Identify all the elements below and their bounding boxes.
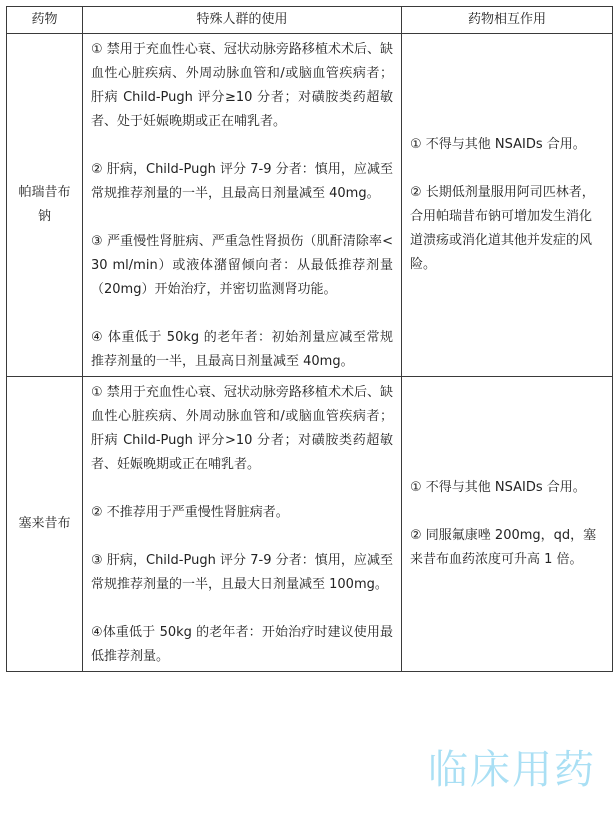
- special-population-cell: [83, 34, 402, 377]
- special-item: ③ 严重慢性肾脏病、严重急性肾损伤（肌酐清除率< 30 ml/min）或液体潴留倾向者：从最低推荐剂量（20mg）开始治疗，并密切监测肾功能。: [91, 234, 393, 297]
- special-item: ④体重低于 50kg 的老年者：开始治疗时建议使用最低推荐剂量。: [91, 625, 393, 664]
- watermark-text: 临床用药: [428, 747, 596, 793]
- special-item: ② 肝病，Child-Pugh 评分 7-9 分者：慎用，应减至常规推荐剂量的一半，且最高日剂量减至 40mg。: [91, 162, 393, 201]
- special-item: ④ 体重低于 50kg 的老年者：初始剂量应减至常规推荐剂量的一半，且最高日剂量减至 40mg。: [91, 330, 393, 369]
- special-item: ② 不推荐用于严重慢性肾脏病者。: [91, 505, 289, 520]
- header-special-population: 特殊人群的使用: [83, 7, 402, 34]
- interaction-item: ① 不得与其他 NSAIDs 合用。: [410, 137, 586, 152]
- interaction-item: ① 不得与其他 NSAIDs 合用。: [410, 480, 586, 495]
- special-item: ③ 肝病，Child-Pugh 评分 7-9 分者：慎用，应减至常规推荐剂量的一半，且最大日剂量减至 100mg。: [91, 553, 393, 592]
- header-drug: 药物: [7, 7, 83, 34]
- interaction-cell: [402, 377, 613, 672]
- interaction-cell: [402, 34, 613, 377]
- table-row: [7, 34, 613, 377]
- table-row: [7, 377, 613, 672]
- special-item: ① 禁用于充血性心衰、冠状动脉旁路移植术术后、缺血性心脏疾病、外周动脉血管和/或脑血管疾病者；肝病 Child-Pugh 评分>10 分者；对磺胺类药超敏者、妊娠晚期或正在哺乳者。: [91, 385, 393, 472]
- drug-name: 塞来昔布: [7, 377, 83, 672]
- special-population-cell: [83, 377, 402, 672]
- header-interaction: 药物相互作用: [402, 7, 613, 34]
- special-item: ① 禁用于充血性心衰、冠状动脉旁路移植术术后、缺血性心脏疾病、外周动脉血管和/或脑血管疾病者；肝病 Child-Pugh 评分≥10 分者；对磺胺类药超敏者、处于妊娠晚期或正在哺乳者。: [91, 42, 393, 129]
- drug-name: 帕瑞昔布钠: [7, 34, 83, 377]
- interaction-item: ② 长期低剂量服用阿司匹林者，合用帕瑞昔布钠可增加发生消化道溃疡或消化道其他并发症的风险。: [410, 185, 595, 272]
- interaction-item: ② 同服氟康唑 200mg，qd，塞来昔布血药浓度可升高 1 倍。: [410, 528, 597, 567]
- drug-table: [6, 6, 613, 672]
- header-row: [7, 7, 613, 34]
